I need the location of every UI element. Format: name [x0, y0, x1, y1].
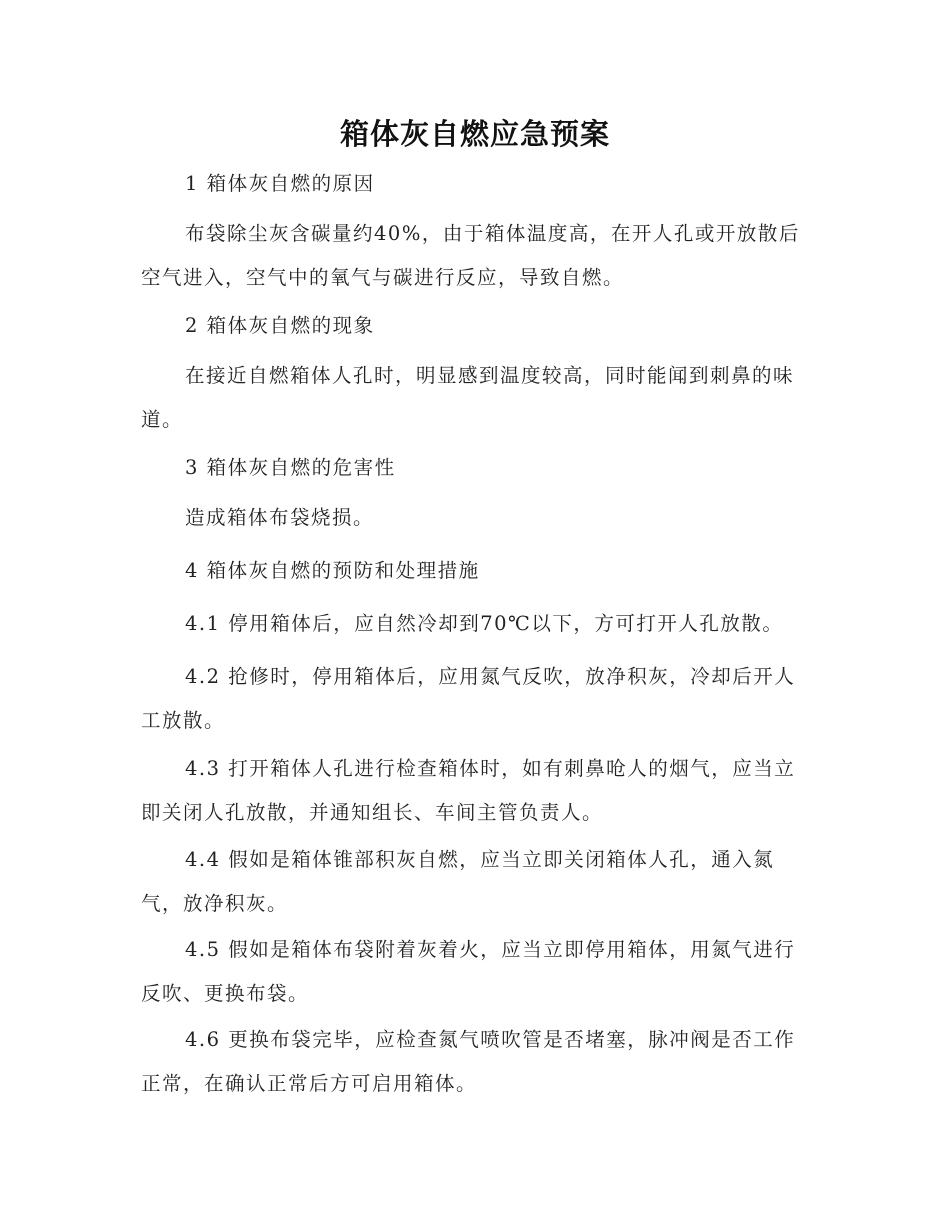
- document-title: 箱体灰自燃应急预案: [339, 117, 610, 151]
- section-heading-1: 1 箱体灰自燃的原因: [185, 172, 375, 195]
- measure-4-4: 4.4 假如是箱体锥部积灰自燃，应当立即关闭箱体人孔，通入氮气，放净积灰。: [141, 848, 775, 915]
- measure-4-5: 4.5 假如是箱体布袋附着灰着火，应当立即停用箱体，用氮气进行反吹、更换布袋。: [141, 938, 796, 1005]
- paragraph-hazard: 造成箱体布袋烧损。: [185, 506, 375, 529]
- section-heading-4: 4 箱体灰自燃的预防和处理措施: [185, 559, 480, 582]
- measure-4-1: 4.1 停用箱体后，应自然冷却到70℃以下，方可打开人孔放散。: [185, 612, 784, 635]
- section-heading-3: 3 箱体灰自燃的危害性: [185, 456, 396, 479]
- measure-4-3: 4.3 打开箱体人孔进行检查箱体时，如有刺鼻呛人的烟气，应当立即关闭人孔放散，并通知组长、车间主管负责人。: [141, 757, 796, 824]
- paragraph-cause: 布袋除尘灰含碳量约40%，由于箱体温度高，在开人孔或开放散后空气进入，空气中的氧气与碳进行反应，导致自燃。: [141, 222, 800, 289]
- section-heading-2: 2 箱体灰自燃的现象: [185, 314, 375, 337]
- measure-4-6: 4.6 更换布袋完毕，应检查氮气喷吹管是否堵塞，脉冲阀是否工作正常，在确认正常后方可启用箱体。: [141, 1028, 796, 1095]
- measure-4-2: 4.2 抢修时，停用箱体后，应用氮气反吹，放净积灰，冷却后开人工放散。: [141, 665, 796, 732]
- paragraph-phenomenon: 在接近自燃箱体人孔时，明显感到温度较高，同时能闻到刺鼻的味道。: [141, 364, 795, 431]
